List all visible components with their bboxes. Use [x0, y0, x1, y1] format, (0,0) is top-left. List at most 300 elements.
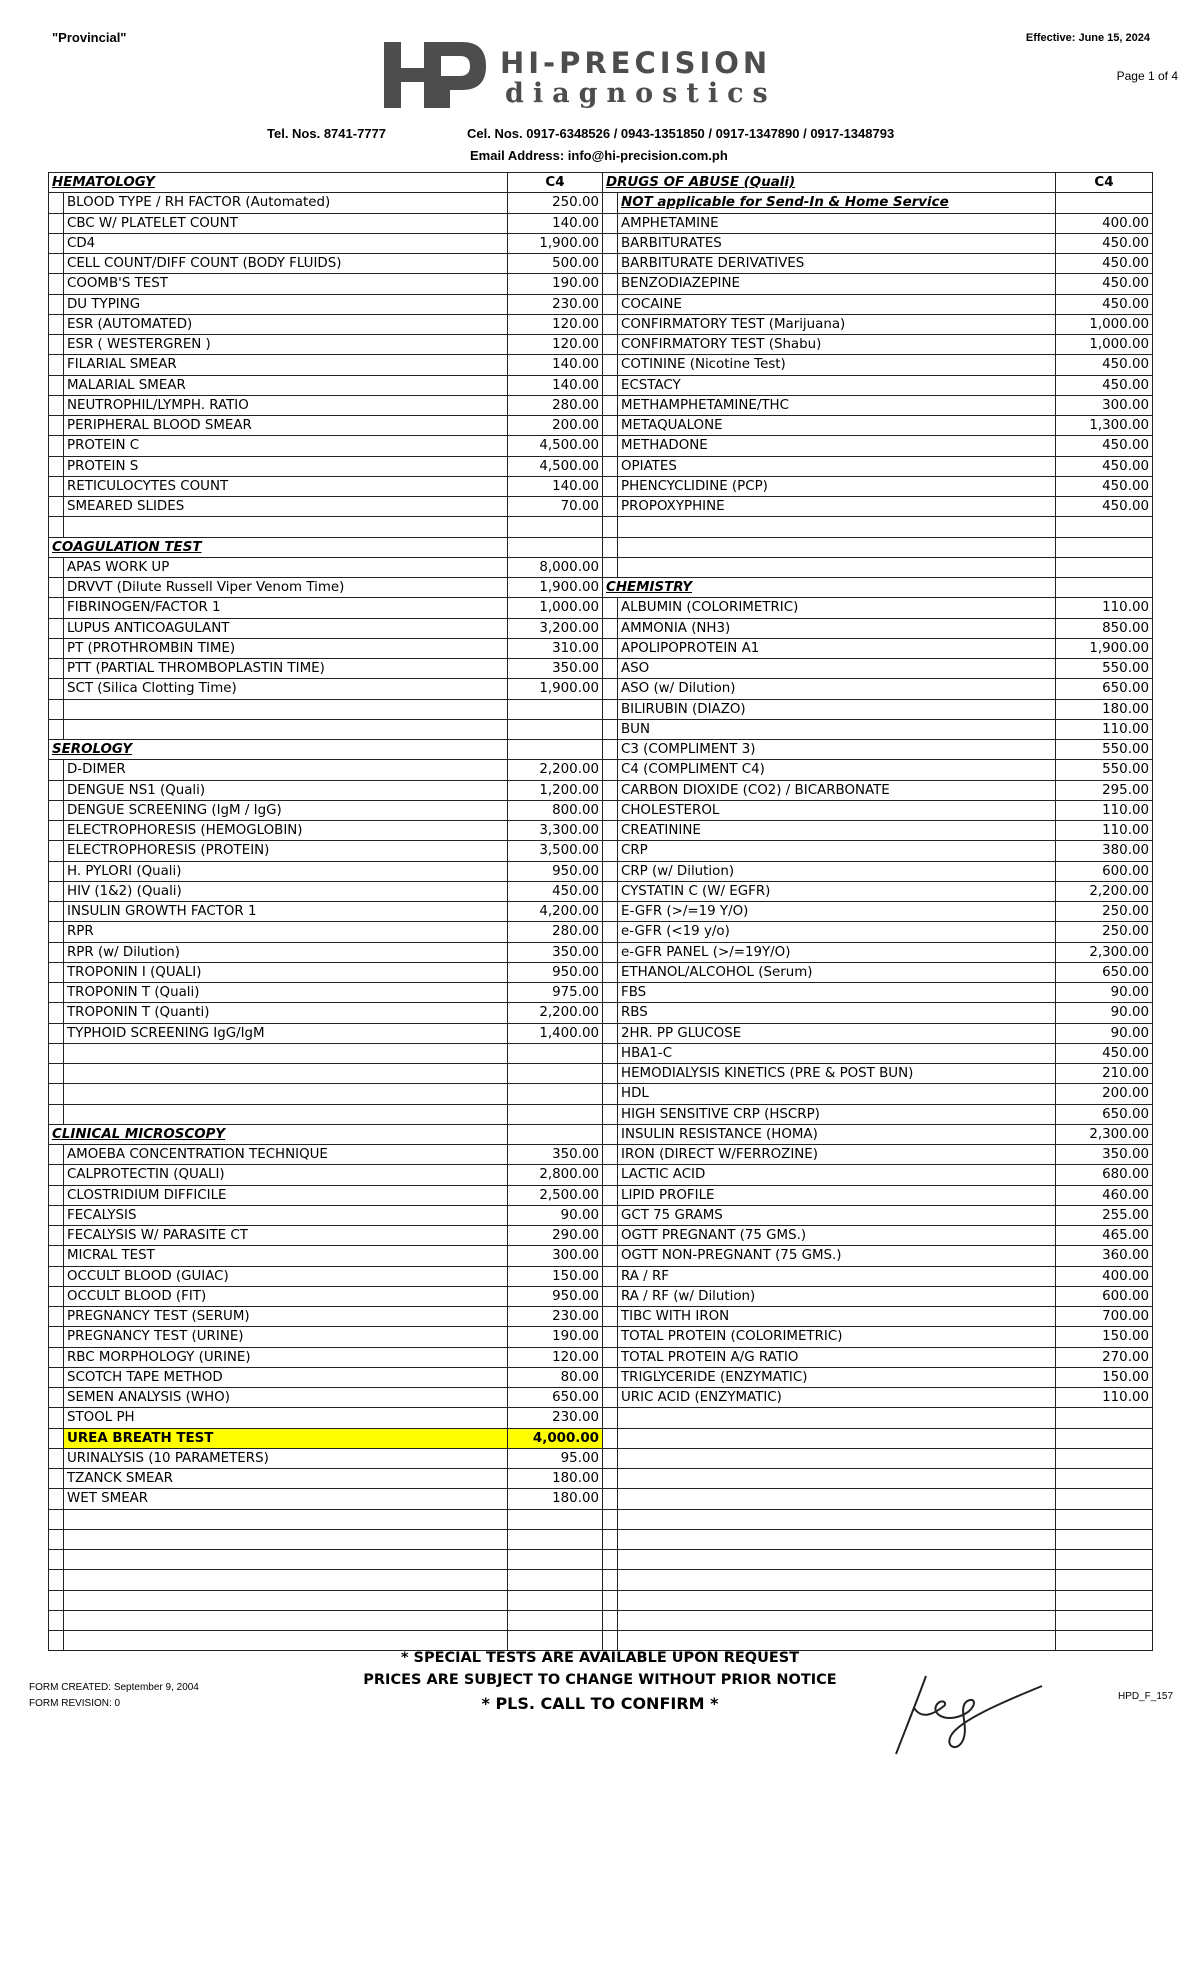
- table-row: [49, 1408, 1153, 1428]
- test-price: 4,200.00: [508, 902, 603, 922]
- table-row: [49, 719, 1153, 739]
- test-price: 190.00: [508, 274, 603, 294]
- test-price: 140.00: [508, 375, 603, 395]
- indent-cell: [603, 1226, 618, 1246]
- indent-cell: [603, 1448, 618, 1468]
- indent-cell: [603, 557, 618, 577]
- test-price: 350.00: [1056, 1145, 1153, 1165]
- test-name: [618, 1408, 1056, 1428]
- test-name: [618, 1631, 1056, 1651]
- indent-cell: [603, 1367, 618, 1387]
- test-name: [64, 1590, 508, 1610]
- test-name: MICRAL TEST: [64, 1246, 508, 1266]
- indent-cell: [49, 942, 64, 962]
- table-row: [49, 618, 1153, 638]
- test-name: PREGNANCY TEST (URINE): [64, 1327, 508, 1347]
- test-price: 110.00: [1056, 821, 1153, 841]
- test-name: RA / RF: [618, 1266, 1056, 1286]
- price-column-header: C4: [508, 173, 603, 193]
- indent-cell: [49, 983, 64, 1003]
- indent-cell: [603, 1023, 618, 1043]
- table-row: [49, 1489, 1153, 1509]
- test-name: DRVVT (Dilute Russell Viper Venom Time): [64, 578, 508, 598]
- indent-cell: [603, 1185, 618, 1205]
- price-column-header: [508, 537, 603, 557]
- table-row: [49, 1469, 1153, 1489]
- test-price: 450.00: [1056, 476, 1153, 496]
- test-price: 2,200.00: [1056, 881, 1153, 901]
- indent-cell: [49, 1205, 64, 1225]
- test-price: 110.00: [1056, 800, 1153, 820]
- table-row: [49, 254, 1153, 274]
- test-price: 450.00: [1056, 436, 1153, 456]
- price-change-note: PRICES ARE SUBJECT TO CHANGE WITHOUT PRIOR NOTICE: [363, 1672, 837, 1688]
- test-price: 360.00: [1056, 1246, 1153, 1266]
- test-price: 180.00: [508, 1469, 603, 1489]
- table-row: [49, 1327, 1153, 1347]
- effective-date: Effective: June 15, 2024: [1025, 32, 1150, 44]
- indent-cell: [49, 1550, 64, 1570]
- indent-cell: [603, 841, 618, 861]
- indent-cell: [603, 962, 618, 982]
- test-name: [618, 1529, 1056, 1549]
- table-row: [49, 1246, 1153, 1266]
- test-name: ESR (AUTOMATED): [64, 314, 508, 334]
- indent-cell: [49, 1104, 64, 1124]
- indent-cell: [603, 1347, 618, 1367]
- indent-cell: [49, 760, 64, 780]
- test-price: 150.00: [1056, 1327, 1153, 1347]
- indent-cell: [603, 1610, 618, 1630]
- indent-cell: [49, 1064, 64, 1084]
- indent-cell: [603, 456, 618, 476]
- test-name: 2HR. PP GLUCOSE: [618, 1023, 1056, 1043]
- table-row: [49, 1610, 1153, 1630]
- test-price: 850.00: [1056, 618, 1153, 638]
- test-price: 1,400.00: [508, 1023, 603, 1043]
- table-row: [49, 638, 1153, 658]
- indent-cell: [603, 254, 618, 274]
- test-price: [1056, 1428, 1153, 1448]
- table-row: [49, 1145, 1153, 1165]
- test-name: DU TYPING: [64, 294, 508, 314]
- form-created: FORM CREATED: September 9, 2004: [29, 1682, 199, 1693]
- test-name: C4 (COMPLIMENT C4): [618, 760, 1056, 780]
- test-name: BARBITURATES: [618, 233, 1056, 253]
- test-price: 350.00: [508, 659, 603, 679]
- indent-cell: [49, 1185, 64, 1205]
- indent-cell: [603, 1205, 618, 1225]
- test-price: 950.00: [508, 1286, 603, 1306]
- test-price: 110.00: [1056, 719, 1153, 739]
- test-price: 1,000.00: [508, 598, 603, 618]
- indent-cell: [603, 1064, 618, 1084]
- test-name: CARBON DIOXIDE (CO2) / BICARBONATE: [618, 780, 1056, 800]
- test-price: 140.00: [508, 355, 603, 375]
- indent-cell: [603, 699, 618, 719]
- indent-cell: [603, 719, 618, 739]
- test-name: ELECTROPHORESIS (PROTEIN): [64, 841, 508, 861]
- test-name: [64, 1529, 508, 1549]
- test-name: PROTEIN S: [64, 456, 508, 476]
- indent-cell: [49, 1367, 64, 1387]
- indent-cell: [49, 497, 64, 517]
- test-price: 310.00: [508, 638, 603, 658]
- test-price: 380.00: [1056, 841, 1153, 861]
- indent-cell: [49, 1570, 64, 1590]
- indent-cell: [49, 618, 64, 638]
- indent-cell: [49, 213, 64, 233]
- test-name: D-DIMER: [64, 760, 508, 780]
- indent-cell: [49, 274, 64, 294]
- test-name: NOT applicable for Send-In & Home Service: [618, 193, 1056, 213]
- test-price: 450.00: [1056, 497, 1153, 517]
- test-price: 950.00: [508, 962, 603, 982]
- indent-cell: [603, 740, 618, 760]
- test-price: 110.00: [1056, 598, 1153, 618]
- indent-cell: [49, 578, 64, 598]
- test-name: [64, 1610, 508, 1630]
- form-code: HPD_F_157: [1118, 1691, 1174, 1702]
- test-name: [64, 1509, 508, 1529]
- test-name: H. PYLORI (Quali): [64, 861, 508, 881]
- table-row: [49, 557, 1153, 577]
- test-name: TRIGLYCERIDE (ENZYMATIC): [618, 1367, 1056, 1387]
- indent-cell: [49, 355, 64, 375]
- table-row: [49, 1165, 1153, 1185]
- indent-cell: [603, 659, 618, 679]
- test-price: [1056, 1570, 1153, 1590]
- table-row: [49, 598, 1153, 618]
- indent-cell: [603, 497, 618, 517]
- test-name: SMEARED SLIDES: [64, 497, 508, 517]
- table-row: [49, 456, 1153, 476]
- test-price: [1056, 517, 1153, 537]
- test-price: 140.00: [508, 213, 603, 233]
- indent-cell: [603, 335, 618, 355]
- section-heading: DRUGS OF ABUSE (Quali): [603, 173, 1056, 193]
- indent-cell: [49, 962, 64, 982]
- test-name: RPR: [64, 922, 508, 942]
- test-name: e-GFR (<19 y/o): [618, 922, 1056, 942]
- test-price: 450.00: [1056, 1043, 1153, 1063]
- test-name: OGTT PREGNANT (75 GMS.): [618, 1226, 1056, 1246]
- indent-cell: [49, 395, 64, 415]
- indent-cell: [49, 1246, 64, 1266]
- indent-cell: [603, 213, 618, 233]
- test-price: [1056, 1448, 1153, 1468]
- table-row: [49, 922, 1153, 942]
- indent-cell: [603, 537, 618, 557]
- indent-cell: [603, 1145, 618, 1165]
- call-to-confirm-note: * PLS. CALL TO CONFIRM *: [481, 1694, 719, 1713]
- test-name: BILIRUBIN (DIAZO): [618, 699, 1056, 719]
- test-price: 110.00: [1056, 1388, 1153, 1408]
- test-name: [618, 1590, 1056, 1610]
- test-name: IRON (DIRECT W/FERROZINE): [618, 1145, 1056, 1165]
- table-row: [49, 740, 1153, 760]
- indent-cell: [49, 1226, 64, 1246]
- test-price: 4,500.00: [508, 456, 603, 476]
- test-name: BUN: [618, 719, 1056, 739]
- test-price: 450.00: [1056, 233, 1153, 253]
- table-row: [49, 983, 1153, 1003]
- test-name: STOOL PH: [64, 1408, 508, 1428]
- test-name: [64, 1570, 508, 1590]
- indent-cell: [49, 800, 64, 820]
- telephone-numbers: Tel. Nos. 8741-7777: [267, 126, 386, 141]
- table-row: [49, 1104, 1153, 1124]
- test-price: 350.00: [508, 1145, 603, 1165]
- test-price: 1,000.00: [1056, 314, 1153, 334]
- test-name: CREATININE: [618, 821, 1056, 841]
- test-name: TOTAL PROTEIN (COLORIMETRIC): [618, 1327, 1056, 1347]
- table-row: [49, 1266, 1153, 1286]
- test-price: [1056, 1489, 1153, 1509]
- test-name: PTT (PARTIAL THROMBOPLASTIN TIME): [64, 659, 508, 679]
- indent-cell: [49, 314, 64, 334]
- test-price: 2,200.00: [508, 1003, 603, 1023]
- indent-cell: [603, 1003, 618, 1023]
- test-price: 140.00: [508, 476, 603, 496]
- table-row: [49, 1205, 1153, 1225]
- test-price: 2,300.00: [1056, 1124, 1153, 1144]
- email-address: Email Address: info@hi-precision.com.ph: [470, 148, 728, 163]
- test-price: 295.00: [1056, 780, 1153, 800]
- test-price: 650.00: [1056, 679, 1153, 699]
- test-price: 270.00: [1056, 1347, 1153, 1367]
- test-price: [508, 1631, 603, 1651]
- indent-cell: [49, 436, 64, 456]
- test-name: TIBC WITH IRON: [618, 1307, 1056, 1327]
- table-row: [49, 1388, 1153, 1408]
- indent-cell: [603, 942, 618, 962]
- test-price: 120.00: [508, 335, 603, 355]
- test-name: RA / RF (w/ Dilution): [618, 1286, 1056, 1306]
- table-row: [49, 1529, 1153, 1549]
- test-name: PHENCYCLIDINE (PCP): [618, 476, 1056, 496]
- test-price: [1056, 1408, 1153, 1428]
- test-name: [618, 1428, 1056, 1448]
- indent-cell: [49, 1165, 64, 1185]
- indent-cell: [603, 1246, 618, 1266]
- test-price: 300.00: [508, 1246, 603, 1266]
- test-name: METAQUALONE: [618, 416, 1056, 436]
- test-name: [618, 1570, 1056, 1590]
- table-row: [49, 1286, 1153, 1306]
- test-name: APOLIPOPROTEIN A1: [618, 638, 1056, 658]
- test-price: 1,000.00: [1056, 335, 1153, 355]
- indent-cell: [49, 1266, 64, 1286]
- test-name: ECSTACY: [618, 375, 1056, 395]
- test-name: SCT (Silica Clotting Time): [64, 679, 508, 699]
- test-name: CHOLESTEROL: [618, 800, 1056, 820]
- section-heading: HEMATOLOGY: [49, 173, 508, 193]
- indent-cell: [603, 1286, 618, 1306]
- test-name: HDL: [618, 1084, 1056, 1104]
- test-price: 2,500.00: [508, 1185, 603, 1205]
- test-name: [64, 1104, 508, 1124]
- test-price: 230.00: [508, 294, 603, 314]
- test-name: LACTIC ACID: [618, 1165, 1056, 1185]
- indent-cell: [49, 861, 64, 881]
- indent-cell: [603, 638, 618, 658]
- indent-cell: [603, 598, 618, 618]
- test-name: [618, 1489, 1056, 1509]
- test-name: [618, 1509, 1056, 1529]
- test-price: 680.00: [1056, 1165, 1153, 1185]
- test-name: PROTEIN C: [64, 436, 508, 456]
- test-name: [618, 517, 1056, 537]
- test-price: 600.00: [1056, 1286, 1153, 1306]
- table-row: [49, 659, 1153, 679]
- test-name: WET SMEAR: [64, 1489, 508, 1509]
- indent-cell: [603, 1590, 618, 1610]
- test-price: 465.00: [1056, 1226, 1153, 1246]
- test-price: 1,300.00: [1056, 416, 1153, 436]
- test-name: MALARIAL SMEAR: [64, 375, 508, 395]
- test-price: 450.00: [1056, 456, 1153, 476]
- test-price: [1056, 537, 1153, 557]
- test-name: URIC ACID (ENZYMATIC): [618, 1388, 1056, 1408]
- test-price: [1056, 1469, 1153, 1489]
- indent-cell: [49, 233, 64, 253]
- test-price: 550.00: [1056, 760, 1153, 780]
- test-price: [508, 1064, 603, 1084]
- test-price: 700.00: [1056, 1307, 1153, 1327]
- indent-cell: [49, 598, 64, 618]
- indent-cell: [49, 1307, 64, 1327]
- indent-cell: [603, 1509, 618, 1529]
- test-price: 450.00: [1056, 294, 1153, 314]
- indent-cell: [49, 1408, 64, 1428]
- test-price: 180.00: [1056, 699, 1153, 719]
- table-row: [49, 1428, 1153, 1448]
- test-price: 190.00: [508, 1327, 603, 1347]
- indent-cell: [49, 922, 64, 942]
- table-row: [49, 800, 1153, 820]
- test-price: 1,900.00: [508, 679, 603, 699]
- test-name: [64, 719, 508, 739]
- test-name: URINALYSIS (10 PARAMETERS): [64, 1448, 508, 1468]
- indent-cell: [49, 456, 64, 476]
- test-price: [1056, 1590, 1153, 1610]
- test-price: 210.00: [1056, 1064, 1153, 1084]
- table-row: [49, 1003, 1153, 1023]
- indent-cell: [49, 1388, 64, 1408]
- test-price: [508, 1529, 603, 1549]
- test-name: ASO: [618, 659, 1056, 679]
- test-price: 1,900.00: [508, 578, 603, 598]
- table-row: [49, 355, 1153, 375]
- test-price: 290.00: [508, 1226, 603, 1246]
- table-row: [49, 517, 1153, 537]
- table-row: [49, 173, 1153, 193]
- test-name: RBS: [618, 1003, 1056, 1023]
- test-name: [618, 557, 1056, 577]
- price-column-header: [1056, 578, 1153, 598]
- table-row: [49, 375, 1153, 395]
- indent-cell: [603, 395, 618, 415]
- test-name: INSULIN RESISTANCE (HOMA): [618, 1124, 1056, 1144]
- test-price: 280.00: [508, 395, 603, 415]
- test-name: AMOEBA CONCENTRATION TECHNIQUE: [64, 1145, 508, 1165]
- test-price: 350.00: [508, 942, 603, 962]
- test-name: OCCULT BLOOD (GUIAC): [64, 1266, 508, 1286]
- test-price: 3,300.00: [508, 821, 603, 841]
- test-name: CONFIRMATORY TEST (Shabu): [618, 335, 1056, 355]
- test-price: 90.00: [1056, 983, 1153, 1003]
- table-row: [49, 1347, 1153, 1367]
- table-row: [49, 1064, 1153, 1084]
- test-name: PREGNANCY TEST (SERUM): [64, 1307, 508, 1327]
- indent-cell: [49, 1023, 64, 1043]
- test-name: [618, 1469, 1056, 1489]
- test-name: COTININE (Nicotine Test): [618, 355, 1056, 375]
- test-name: TYPHOID SCREENING IgG/IgM: [64, 1023, 508, 1043]
- indent-cell: [49, 1145, 64, 1165]
- table-row: [49, 780, 1153, 800]
- indent-cell: [603, 1408, 618, 1428]
- test-price: 3,500.00: [508, 841, 603, 861]
- table-row: [49, 902, 1153, 922]
- test-price: [508, 719, 603, 739]
- test-price: 95.00: [508, 1448, 603, 1468]
- indent-cell: [603, 1307, 618, 1327]
- test-price: 400.00: [1056, 213, 1153, 233]
- test-name: AMPHETAMINE: [618, 213, 1056, 233]
- indent-cell: [603, 233, 618, 253]
- test-name: CLOSTRIDIUM DIFFICILE: [64, 1185, 508, 1205]
- test-price: 550.00: [1056, 659, 1153, 679]
- test-name: METHADONE: [618, 436, 1056, 456]
- test-name: RPR (w/ Dilution): [64, 942, 508, 962]
- table-row: [49, 1570, 1153, 1590]
- test-name: LUPUS ANTICOAGULANT: [64, 618, 508, 638]
- test-name: TZANCK SMEAR: [64, 1469, 508, 1489]
- indent-cell: [49, 1043, 64, 1063]
- test-name: TROPONIN T (Quali): [64, 983, 508, 1003]
- test-name: [618, 537, 1056, 557]
- indent-cell: [603, 1529, 618, 1549]
- table-row: [49, 274, 1153, 294]
- test-price: 70.00: [508, 497, 603, 517]
- test-price: 150.00: [508, 1266, 603, 1286]
- test-price: 300.00: [1056, 395, 1153, 415]
- indent-cell: [603, 902, 618, 922]
- indent-cell: [49, 1489, 64, 1509]
- indent-cell: [49, 881, 64, 901]
- test-price: [1056, 1610, 1153, 1630]
- test-price: 8,000.00: [508, 557, 603, 577]
- table-row: [49, 294, 1153, 314]
- provincial-label: "Provincial": [52, 30, 127, 45]
- table-row: [49, 1631, 1153, 1651]
- price-column-header: [508, 740, 603, 760]
- indent-cell: [603, 1489, 618, 1509]
- test-name: DENGUE NS1 (Quali): [64, 780, 508, 800]
- indent-cell: [603, 618, 618, 638]
- test-price: 975.00: [508, 983, 603, 1003]
- indent-cell: [49, 476, 64, 496]
- test-price: 250.00: [1056, 902, 1153, 922]
- table-row: [49, 1509, 1153, 1529]
- test-price: 2,200.00: [508, 760, 603, 780]
- indent-cell: [49, 416, 64, 436]
- test-price: [508, 1550, 603, 1570]
- test-name: FIBRINOGEN/FACTOR 1: [64, 598, 508, 618]
- indent-cell: [49, 1529, 64, 1549]
